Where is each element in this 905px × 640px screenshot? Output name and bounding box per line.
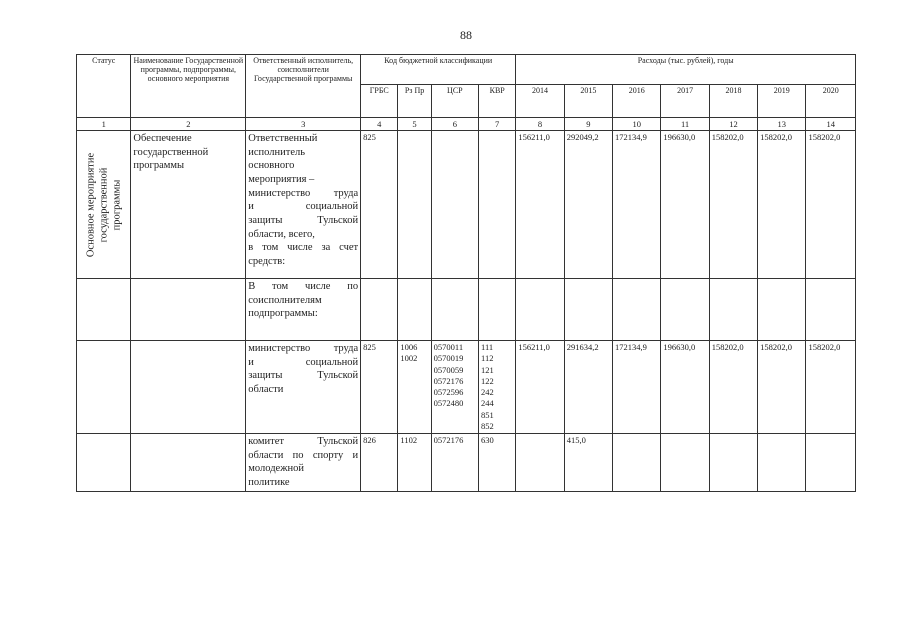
column-number-row	[77, 118, 856, 131]
responsible-line: министерство труда	[248, 187, 359, 199]
header-year: 2019	[758, 85, 806, 118]
csr-cell	[431, 341, 478, 434]
responsible-cell	[246, 433, 361, 491]
page-number: 88	[460, 28, 472, 42]
csr-cell	[431, 279, 478, 341]
csr-cell: 0572176	[431, 433, 478, 491]
value-cell	[758, 433, 806, 491]
responsible-line: молодежной	[248, 463, 304, 475]
status-cell	[77, 279, 131, 341]
kvr-line: 122	[481, 375, 494, 386]
responsible-line: комитет Тульской	[248, 435, 359, 447]
program-name	[131, 341, 246, 434]
rzpr-cell	[398, 279, 431, 341]
value-cell	[709, 433, 757, 491]
responsible-cell	[246, 279, 361, 341]
csr-line: 0572596	[433, 387, 464, 398]
header-status: Статус	[77, 55, 131, 118]
kvr-line: 111	[481, 342, 494, 353]
rzpr-line: 1006	[400, 342, 418, 353]
header-year: 2014	[516, 85, 564, 118]
table-row	[77, 131, 856, 279]
kvr-line: 852	[481, 420, 494, 431]
header-year: 2016	[613, 85, 661, 118]
column-number: 8	[516, 118, 564, 131]
csr-cell	[431, 131, 478, 279]
responsible-line: и социальной	[248, 356, 359, 368]
header-year: 2020	[806, 85, 856, 118]
table-row	[77, 341, 856, 434]
value-cell: 158202,0	[806, 341, 856, 434]
responsible-line: средств:	[248, 255, 286, 267]
kvr-line: 851	[481, 409, 494, 420]
value-cell	[516, 279, 564, 341]
responsible-line: основного	[248, 160, 295, 172]
value-cell	[709, 279, 757, 341]
column-number: 7	[479, 118, 516, 131]
responsible-line: в том числе за счет	[248, 242, 359, 254]
responsible-line: защиты Тульской	[248, 215, 359, 227]
value-cell: 158202,0	[758, 341, 806, 434]
program-name	[131, 433, 246, 491]
value-cell	[516, 433, 564, 491]
table-row	[77, 433, 856, 491]
value-cell: 158202,0	[709, 131, 757, 279]
value-cell	[661, 279, 709, 341]
value-cell: 196630,0	[661, 341, 709, 434]
program-name	[131, 279, 246, 341]
value-cell	[661, 433, 709, 491]
status-line: государственной	[98, 167, 110, 243]
header-kvr: КВР	[479, 85, 516, 118]
status-line: программы	[111, 179, 123, 231]
column-number: 13	[758, 118, 806, 131]
value-cell: 158202,0	[806, 131, 856, 279]
responsible-line: политике	[248, 476, 290, 488]
value-cell	[806, 433, 856, 491]
column-number: 6	[431, 118, 478, 131]
responsible-line: В том числе по	[248, 281, 359, 293]
status-cell	[77, 433, 131, 491]
rzpr-line: 1002	[400, 353, 418, 364]
column-number: 14	[806, 118, 856, 131]
table-row	[77, 279, 856, 341]
header-expenses: Расходы (тыс. рублей), годы	[516, 55, 856, 85]
header-year: 2015	[564, 85, 612, 118]
status-vertical	[84, 153, 123, 257]
header-responsible: Ответственный исполнитель, соисполнители Государственной программы	[246, 55, 361, 118]
value-cell: 156211,0	[516, 341, 564, 434]
grbs-cell: 825	[361, 341, 398, 434]
header-year: 2018	[709, 85, 757, 118]
kvr-line: 121	[481, 364, 494, 375]
responsible-line: Ответственный	[248, 133, 318, 145]
csr-line: 0572480	[433, 398, 464, 409]
column-number: 5	[398, 118, 431, 131]
value-cell: 415,0	[564, 433, 612, 491]
kvr-line: 244	[481, 398, 494, 409]
value-cell: 158202,0	[709, 341, 757, 434]
value-cell	[613, 279, 661, 341]
kvr-cell	[479, 341, 516, 434]
value-cell: 196630,0	[661, 131, 709, 279]
grbs-cell: 826	[361, 433, 398, 491]
header-name: Наименование Государственной программы, подпрограммы, основного мероприятия	[131, 55, 246, 118]
responsible-line: мероприятия –	[248, 174, 315, 186]
csr-line: 0572176	[433, 375, 464, 386]
kvr-cell: 630	[479, 433, 516, 491]
kvr-line: 242	[481, 387, 494, 398]
column-number: 11	[661, 118, 709, 131]
grbs-cell: 825	[361, 131, 398, 279]
value-cell: 292049,2	[564, 131, 612, 279]
responsible-line: защиты Тульской	[248, 370, 359, 382]
status-cell	[77, 131, 131, 279]
kvr-line: 112	[481, 353, 494, 364]
responsible-line: соисполнителям	[248, 294, 322, 306]
header-row-group	[77, 55, 856, 85]
responsible-line: области, всего,	[248, 228, 315, 240]
value-cell	[564, 279, 612, 341]
value-cell	[758, 279, 806, 341]
responsible-line: исполнитель	[248, 146, 306, 158]
status-line: Основное мероприятие	[85, 152, 97, 257]
header-grbs: ГРБС	[361, 85, 398, 118]
column-number: 3	[246, 118, 361, 131]
kvr-cell	[479, 279, 516, 341]
column-number: 10	[613, 118, 661, 131]
rzpr-cell	[398, 131, 431, 279]
csr-line: 0570011	[433, 342, 464, 353]
responsible-line: области по спорту и	[248, 449, 359, 461]
responsible-line: подпрограммы:	[248, 308, 318, 320]
kvr-cell	[479, 131, 516, 279]
column-number: 2	[131, 118, 246, 131]
value-cell: 158202,0	[758, 131, 806, 279]
budget-table	[76, 54, 856, 492]
rzpr-cell	[398, 341, 431, 434]
header-year: 2017	[661, 85, 709, 118]
responsible-cell	[246, 131, 361, 279]
responsible-line: министерство труда	[248, 343, 359, 355]
csr-line: 0570059	[433, 364, 464, 375]
header-csr: ЦСР	[431, 85, 478, 118]
rzpr-cell: 1102	[398, 433, 431, 491]
header-budget-code: Код бюджетной классификации	[361, 55, 516, 85]
csr-line: 0570019	[433, 353, 464, 364]
responsible-cell	[246, 341, 361, 434]
responsible-line: области	[248, 384, 284, 396]
header-rzpr: Рз Пр	[398, 85, 431, 118]
column-number: 9	[564, 118, 612, 131]
column-number: 1	[77, 118, 131, 131]
value-cell: 291634,2	[564, 341, 612, 434]
value-cell: 156211,0	[516, 131, 564, 279]
responsible-line: и социальной	[248, 201, 359, 213]
column-number: 4	[361, 118, 398, 131]
status-cell	[77, 341, 131, 434]
value-cell	[613, 433, 661, 491]
program-name: Обеспечение государственной программы	[131, 131, 246, 279]
grbs-cell	[361, 279, 398, 341]
column-number: 12	[709, 118, 757, 131]
value-cell: 172134,9	[613, 131, 661, 279]
value-cell	[806, 279, 856, 341]
value-cell: 172134,9	[613, 341, 661, 434]
